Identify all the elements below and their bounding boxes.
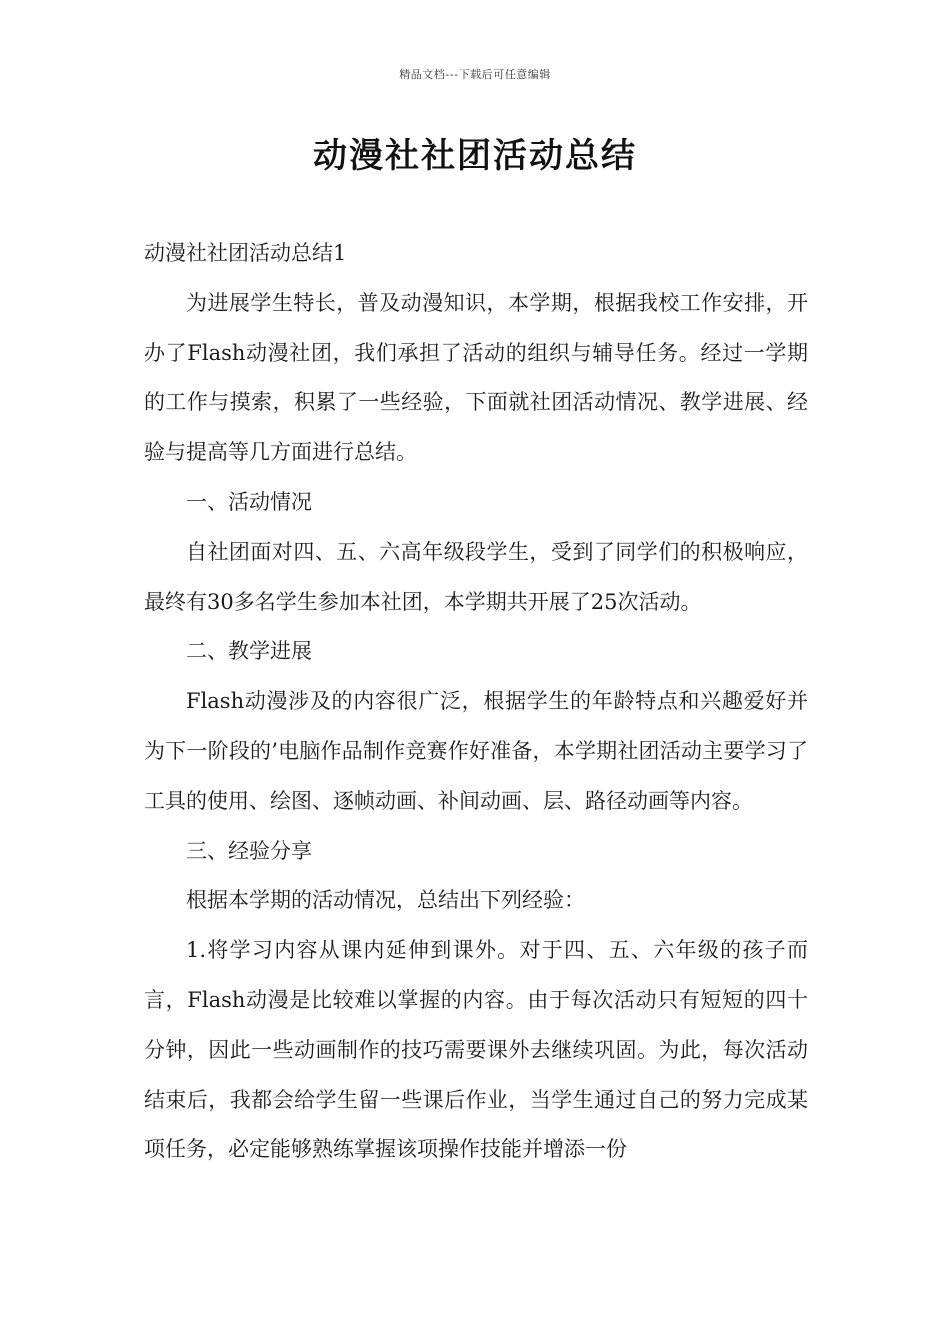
- header-note: 精品文档---下载后可任意编辑: [399, 68, 551, 81]
- paragraph: Flash动漫涉及的内容很广泛，根据学生的年龄特点和兴趣爱好并为下一阶段的’电脑作品制作竞赛作好准备，本学期社团活动主要学习了工具的使用、绘图、逐帧动画、补间动画、层、路径动画等内容。: [144, 689, 808, 813]
- paragraph: 根据本学期的活动情况，总结出下列经验：: [186, 888, 585, 913]
- section-heading: 动漫社社团活动总结1: [144, 241, 347, 265]
- document-body: [144, 229, 808, 1175]
- document-title: 动漫社社团活动总结: [313, 136, 637, 176]
- paragraph: 为进展学生特长，普及动漫知识，本学期，根据我校工作安排，开办了Flash动漫社团，我们承担了活动的组织与辅导任务。经过一学期的工作与摸索，积累了一些经验，下面就社团活动情况、教学进展、经验与提高等几方面进行总结。: [144, 290, 808, 465]
- paragraph: 1.将学习内容从课内延伸到课外。对于四、五、六年级的孩子而言，Flash动漫是比较难以掌握的内容。由于每次活动只有短短的四十分钟，因此一些动画制作的技巧需要课外去继续巩固。为此，每次活动结束后，我都会给学生留一些课后作业，当学生通过自己的努力完成某项任务，必定能够熟练掌握该项操作技能并增添一份: [144, 938, 808, 1162]
- section-heading: 三、经验分享: [186, 838, 312, 863]
- section-heading: 一、活动情况: [186, 489, 312, 514]
- section-heading: 二、教学进展: [186, 639, 312, 664]
- paragraph: 自社团面对四、五、六高年级段学生，受到了同学们的积极响应，最终有30多名学生参加本社团，本学期共开展了25次活动。: [144, 539, 808, 614]
